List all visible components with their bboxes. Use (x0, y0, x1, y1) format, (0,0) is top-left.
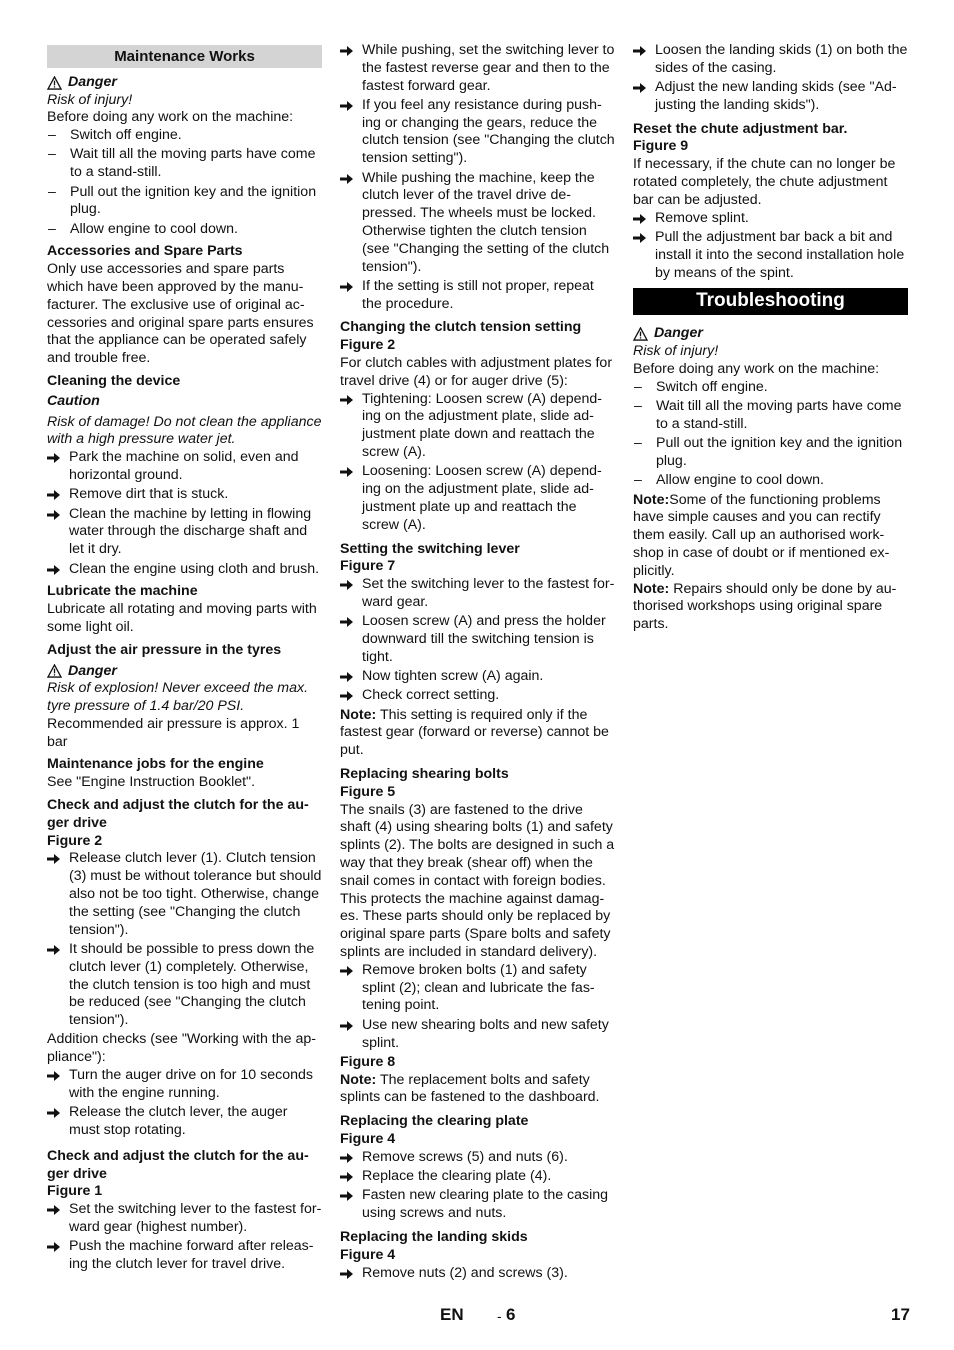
list-item: While pushing the machine, keep the clutch lever of the travel drive de-pressed. The wheels must be locked. Otherwise tighten the clutch tension (see "Changing the setting of the clutch tension"). (340, 170, 615, 277)
heading: Replacing the landing skids (340, 1229, 528, 1245)
heading: Accessories and Spare Parts (47, 243, 243, 260)
section-title-troubleshooting: Troubleshooting (633, 288, 908, 315)
arrow-icon (340, 394, 354, 406)
paragraph: Only use accessories and spare parts which have been approved by the manu-facturer. The exclusive use of original ac-cessories and original spare parts ensures that the appliance can be operated safely and trouble free. (47, 261, 314, 367)
list-item: Loosen screw (A) and press the holder downward till the switching tension is tight. (340, 613, 615, 666)
list-item: Remove screws (5) and nuts (6). (340, 1149, 615, 1167)
danger-heading: Danger (633, 325, 908, 343)
figure-ref: Figure 8 (340, 1053, 396, 1070)
arrow-icon (340, 616, 354, 628)
paragraph: Lubricate all rotating and moving parts with some light oil. (47, 601, 317, 635)
list-item: Release clutch lever (1). Clutch tension (3) must be without tolerance but should also not be too tight. Otherwise, change the setting (see "Changing the clutch tension"). (47, 850, 322, 939)
heading: Reset the chute adjustment bar. (633, 120, 848, 137)
paragraph: Recommended air pressure is approx. 1 bar (47, 715, 300, 750)
heading: Adjust the air pressure in the tyres (47, 641, 282, 658)
arrow-icon (47, 944, 61, 956)
list-item: Pull the adjustment bar back a bit and install it into the second installation hole by means of the spint. (633, 229, 908, 282)
arrow-icon (633, 232, 647, 244)
list-item: It should be possible to press down the clutch lever (1) completely. Otherwise, the clutch tension is too high and must be reduced (see "Changing the clutch tension"). (47, 941, 322, 1030)
list-item: Release the clutch lever, the auger must stop rotating. (47, 1104, 322, 1140)
list-item: Park the machine on solid, even and horizontal ground. (47, 449, 322, 485)
list-item: Replace the clearing plate (4). (340, 1168, 615, 1186)
arrow-icon (340, 1190, 354, 1202)
figure-ref: Figure 2 (340, 337, 396, 354)
note: Note: The replacement bolts and safety splints can be fastened to the dashboard. (340, 1071, 600, 1106)
arrow-icon (340, 965, 354, 977)
footer-section-page: 6 (506, 1305, 516, 1324)
arrow-icon (340, 100, 354, 112)
danger-text: Risk of explosion! Never exceed the max. tyre pressure of 1.4 bar/20 PSI. (47, 680, 309, 715)
note: Note: This setting is required only if the fastest gear (forward or reverse) cannot be put. (340, 706, 609, 759)
figure-ref: Figure 4 (340, 1246, 396, 1263)
heading: Changing the clutch tension setting (340, 319, 582, 336)
note: Note: Repairs should only be done by au-thorised workshops using original spare parts. (633, 580, 897, 633)
heading: Maintenance jobs for the engine (47, 756, 264, 773)
heading: Replacing shearing bolts (340, 766, 509, 783)
figure-ref: Figure 1 (47, 1183, 103, 1200)
list-item: Now tighten screw (A) again. (340, 668, 615, 686)
arrow-icon (340, 1152, 354, 1164)
list-item: Loosen the landing skids (1) on both the sides of the casing. (633, 42, 908, 78)
arrow-icon (47, 1241, 61, 1253)
list-item: – Pull out the ignition key and the ignition plug. (48, 183, 317, 218)
paragraph: The snails (3) are fastened to the drive shaft (4) using shearing bolts (1) and safety splints (2). The bolts are designed in such a way that they break (shear off) when the snail comes in contact with foreign bodies. This protects the machine against damag-es. These parts should only be replaced by original spare parts (Spare bolts and safety splints are included in standard delivery). (340, 801, 615, 961)
list-item: Use new shearing bolts and new safety splint. (340, 1017, 615, 1053)
list-item: Check correct setting. (340, 687, 615, 705)
list-item: Turn the auger drive on for 10 seconds with the engine running. (47, 1067, 322, 1103)
heading: Check and adjust the clutch for the au-ger drive (47, 797, 309, 831)
list-item: Push the machine forward after releas-ing the clutch lever for travel drive. (47, 1238, 322, 1274)
list-item: Tightening: Loosen screw (A) depend-ing on the adjustment plate, slide ad-justment plate down and reattach the screw (A). (340, 391, 615, 462)
footer-separator: - (497, 1308, 502, 1324)
list-item: Remove splint. (633, 210, 908, 228)
figure-ref: Figure 4 (340, 1131, 396, 1148)
arrow-icon (340, 1171, 354, 1183)
figure-ref: Figure 9 (633, 138, 689, 155)
arrow-icon (633, 82, 647, 94)
danger-intro: Before doing any work on the machine: (47, 109, 294, 126)
arrow-icon (47, 1070, 61, 1082)
list-item: Adjust the new landing skids (see "Ad-justing the landing skids"). (633, 79, 908, 115)
arrow-icon (340, 466, 354, 478)
danger-intro: Before doing any work on the machine: (633, 360, 880, 377)
figure-ref: Figure 7 (340, 558, 396, 575)
footer-language: EN (440, 1305, 464, 1324)
arrow-icon (633, 213, 647, 225)
section-title: Maintenance Works (47, 45, 322, 68)
list-item: – Switch off engine. (48, 127, 182, 144)
list-item: Remove broken bolts (1) and safety splint (2); clean and lubricate the fas-tening point. (340, 962, 615, 1015)
danger-heading: Danger (47, 74, 322, 92)
list-item: Remove nuts (2) and screws (3). (340, 1265, 615, 1283)
paragraph: For clutch cables with adjustment plates for travel drive (4) or for auger drive (5): (340, 355, 613, 389)
arrow-icon (340, 1268, 354, 1280)
danger-heading: Danger (47, 663, 322, 681)
warning-icon (633, 327, 648, 341)
danger-risk: Risk of injury! (47, 91, 133, 108)
arrow-icon (340, 671, 354, 683)
arrow-icon (47, 452, 61, 464)
list-item: Clean the engine using cloth and brush. (47, 561, 322, 579)
arrow-icon (47, 1204, 61, 1216)
list-item: Clean the machine by letting in flowing water through the discharge shaft and let it dry. (47, 506, 322, 559)
list-item: – Wait till all the moving parts have come to a stand-still. (48, 146, 316, 181)
column-1 (47, 42, 322, 1275)
arrow-icon (340, 1020, 354, 1032)
paragraph: See "Engine Instruction Booklet". (47, 774, 256, 791)
list-item: Fasten new clearing plate to the casing using screws and nuts. (340, 1187, 615, 1223)
list-item: Set the switching lever to the fastest for-ward gear. (340, 576, 615, 612)
arrow-icon (47, 1107, 61, 1119)
arrow-icon (47, 853, 61, 865)
heading: Setting the switching lever (340, 540, 520, 557)
list-item: While pushing, set the switching lever to the fastest reverse gear and then to the fastest forward gear. (340, 42, 615, 95)
arrow-icon (47, 509, 61, 521)
figure-ref: Figure 2 (47, 832, 103, 849)
paragraph: If necessary, if the chute can no longer be rotated completely, the chute adjustment bar can be adjusted. (633, 156, 896, 208)
heading: Cleaning the device (47, 373, 181, 390)
arrow-icon (47, 489, 61, 501)
caution-label: Caution (47, 392, 100, 409)
page-number: 17 (891, 1305, 910, 1324)
list-item: If the setting is still not proper, repeat the procedure. (340, 278, 615, 314)
list-item: – Switch off engine. (634, 378, 768, 395)
caution-text: Risk of damage! Do not clean the appliance with a high pressure water jet. (47, 413, 322, 448)
list-item: Remove dirt that is stuck. (47, 486, 322, 504)
note: Note:Some of the functioning problems have simple causes and you can rectify them easily. Call up an authorised work-shop in case of doubt or if mentioned ex-plicitly. (633, 491, 890, 579)
list-item: – Allow engine to cool down. (48, 220, 238, 237)
arrow-icon (633, 45, 647, 57)
list-item: Loosening: Loosen screw (A) depend-ing on the adjustment plate, slide ad-justment plate up and reattach the screw (A). (340, 463, 615, 534)
arrow-icon (340, 45, 354, 57)
arrow-icon (340, 690, 354, 702)
paragraph: Addition checks (see "Working with the ap-pliance"): (47, 1031, 316, 1066)
danger-risk: Risk of injury! (633, 343, 719, 360)
heading: Replacing the clearing plate (340, 1113, 529, 1130)
list-item: – Allow engine to cool down. (634, 472, 824, 489)
warning-icon (47, 76, 62, 90)
arrow-icon (47, 564, 61, 576)
heading: Check and adjust the clutch for the au-ger drive (47, 1147, 309, 1182)
figure-ref: Figure 5 (340, 783, 396, 800)
column-2 (340, 42, 615, 1284)
arrow-icon (340, 579, 354, 591)
list-item: – Pull out the ignition key and the ignition plug. (634, 435, 903, 469)
warning-icon (47, 664, 62, 678)
list-item: If you feel any resistance during push-ing or changing the gears, reduce the clutch tension (see "Changing the clutch tension setting"). (340, 97, 615, 168)
list-item: – Wait till all the moving parts have come to a stand-still. (634, 398, 902, 432)
column-3 (633, 42, 908, 634)
heading: Lubricate the machine (47, 583, 198, 600)
arrow-icon (340, 173, 354, 185)
arrow-icon (340, 281, 354, 293)
list-item: Set the switching lever to the fastest for-ward gear (highest number). (47, 1201, 322, 1237)
